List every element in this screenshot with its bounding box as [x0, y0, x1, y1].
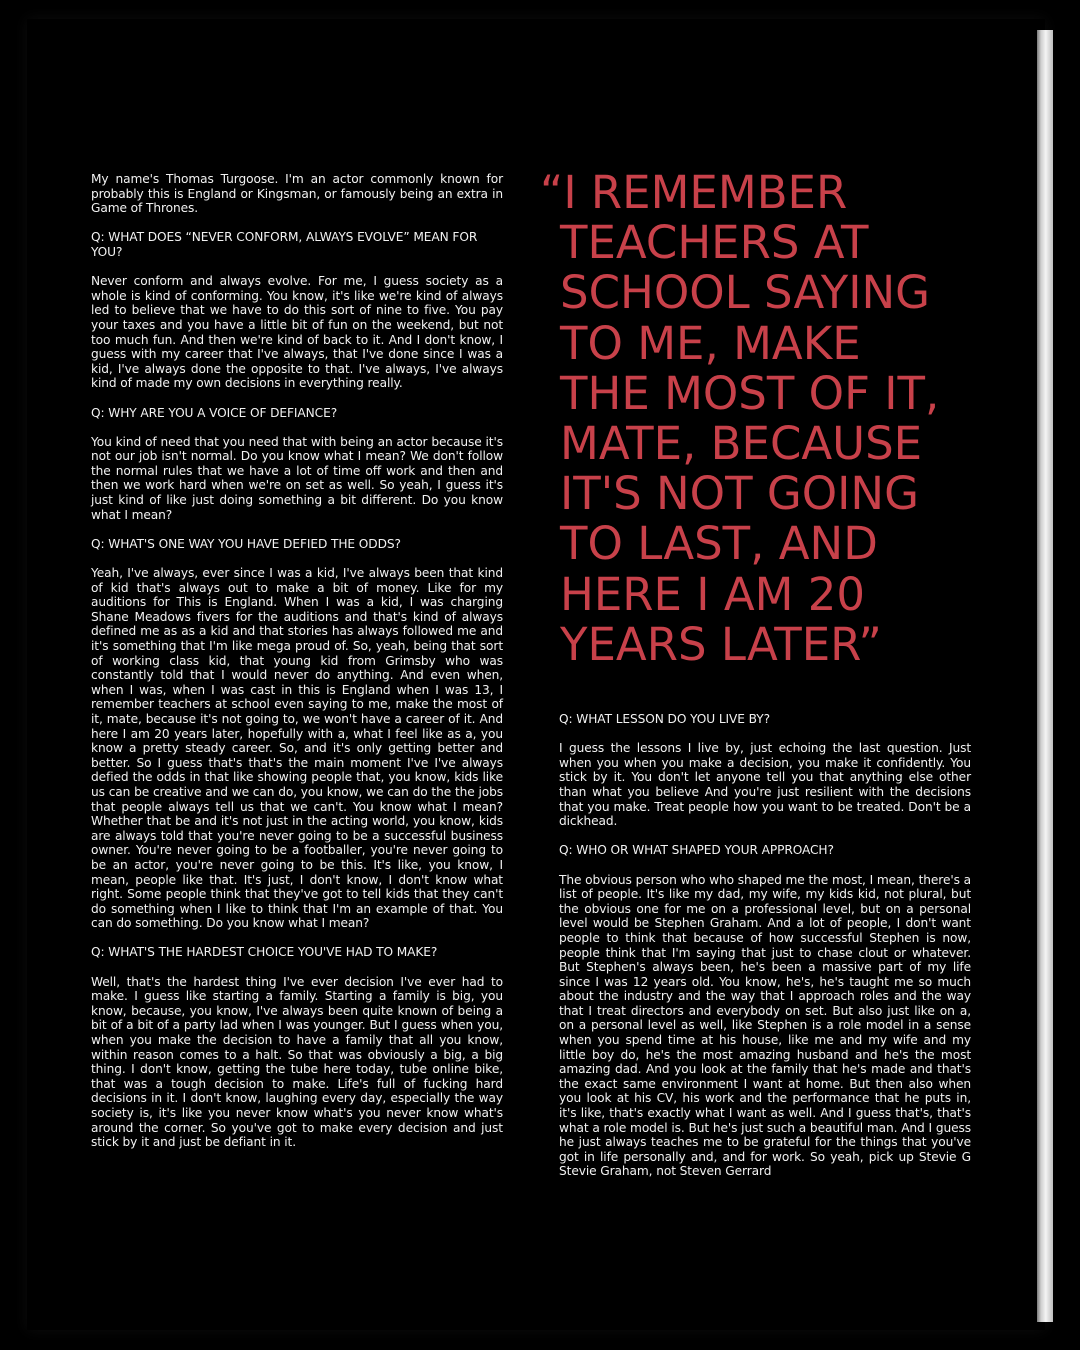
answer-hardest-choice: Well, that's the hardest thing I've ever decision I've ever had to make. I guess like starting a family. Starting a family is big, you know, because, you know, I've always been quite known of being a bit of a bit of a party lad when I was younger. But I guess when you, when you make the decision to have a family that all you know, within reason comes to a halt. So that was obviously a big, a big thing. I don't know, getting the tube here today, tube online bike, that was a tough decision to make. Life's full of fucking hard decisions in it. I don't know, laughing every day, especially the way society is, it's like you never know what's you never know what's around the corner. So you've got to make every decision and just stick by it and just be defiant in it. — [91, 974, 503, 1150]
pull-quote-close-mark: ” — [858, 617, 882, 671]
right-column — [559, 712, 971, 1194]
pull-quote-line: TEACHERS AT — [560, 216, 869, 270]
pull-quote-line: “I REMEMBER — [540, 166, 848, 219]
answer-defied-odds: Yeah, I've always, ever since I was a kid, I've always been that kind of kid that's always out to make a bit of money. Like for my auditions for This is England. When I was a kid, I was charging Shane Meadows fivers for the auditions and that's kind of always defined me as as a kid and that stories has always followed me and it's something that I'm like mega proud of. So, yeah, being that sort of working class kid, that young kid from Grimsby who was constantly told that I would never do anything. And even when, when I was, when I was cast in this is England when I was 13, I remember teachers at school even saying to me, make the most of it, mate, because it's not going to, we won't have a career of it. And here I am 20 years later, hopefully with a, what I feel like as a, you know a pretty steady career. So, and it's only getting better and better. So I guess that's that's the main moment I've I've always defied the odds in that like showing people that, you know, kids like us can be creative and we can do, you know, we can do the the jobs that people always tell us that we can't. You know what I mean? Whether that be and it's not just in the acting world, you know, kids are always told that you're never going to be a successful business owner. You're never going to be a footballer, you're never going to be an actor, you're never going to be this. It's like, you know, I mean, people like that. It's just, I don't know, I don't know what right. Some people think that they've got to tell kids that they can't do something when I like to think that I'm an example of that. You can do something. Do you know what I mean? — [91, 566, 503, 931]
pull-quote-line: SCHOOL SAYING — [560, 266, 931, 320]
answer-never-conform: Never conform and always evolve. For me, I guess society as a whole is kind of conforming. You know, it's like we're kind of always led to believe that we have to do this sort of nine to five. You pay your taxes and you have a little bit of fun on the weekend, but not too much fun. And then we're kind of back to it. And I don't know, I guess with my career that I've always, that I've done since I was a kid, I've always done the opposite to that. I've always, I've always kind of made my own decisions in everything really. — [91, 274, 503, 391]
pull-quote-line: THE MOST OF IT, — [560, 366, 940, 420]
question-voice-of-defiance: Q: WHY ARE YOU A VOICE OF DEFIANCE? — [91, 405, 338, 420]
pull-quote-line: MATE, BECAUSE — [560, 417, 923, 471]
pull-quote — [540, 168, 980, 670]
question-never-conform: Q: WHAT DOES “NEVER CONFORM, ALWAYS EVOLVE” MEAN FOR YOU? — [91, 230, 478, 259]
left-column — [91, 172, 503, 1164]
answer-intro: My name's Thomas Turgoose. I'm an actor commonly known for probably this is England or Kingsman, or famously being an extra in Game of Thrones. — [91, 172, 503, 216]
pull-quote-line: HERE I AM 20 — [560, 567, 866, 621]
pull-quote-line: YEARS LATER” — [560, 617, 882, 671]
pull-quote-line: IT'S NOT GOING — [560, 467, 919, 521]
pull-quote-open-mark: “ — [540, 166, 564, 219]
question-defied-odds: Q: WHAT'S ONE WAY YOU HAVE DEFIED THE ODDS? — [91, 536, 401, 551]
question-hardest-choice: Q: WHAT'S THE HARDEST CHOICE YOU'VE HAD TO MAKE? — [91, 945, 438, 960]
question-shaped-approach: Q: WHO OR WHAT SHAPED YOUR APPROACH? — [559, 843, 834, 858]
answer-lesson: I guess the lessons I live by, just echoing the last question. Just when you when you make a decision, you make it confidently. You stick by it. You don't let anyone tell you that anything else other than what you believe And you're just resilient with the decisions that you make. Treat people how you want to be treated. Don't be a dickhead. — [559, 741, 971, 829]
answer-voice-of-defiance: You kind of need that you need that with being an actor because it's not our job isn't normal. Do you know what I mean? We don't follow the normal rules that we have a lot of time off work and then and then we work hard when we're on set as well. So yeah, I guess it's just kind of like just doing something a bit different. Do you know what I mean? — [91, 434, 503, 522]
pull-quote-line: TO LAST, AND — [560, 517, 878, 571]
pull-quote-line: TO ME, MAKE — [560, 316, 861, 370]
question-lesson: Q: WHAT LESSON DO YOU LIVE BY? — [559, 712, 770, 726]
answer-shaped-approach: The obvious person who who shaped me the most, I mean, there's a list of people. It's like my dad, my wife, my kids kid, not plural, but the obvious one for me on a professional level, but on a personal level would be Stephen Graham. And a lot of people, I don't want people to think that because of how successful Stephen is now, people think that I'm saying that just to chase clout or whatever. But Stephen's always been, he's been a massive part of my life since I was 12 years old. You know, he's, he's taught me so much about the industry and the way that I approach roles and the way that I treat directors and everybody on set. But also just like on a, on a personal level as well, like Stephen is a role model in a sense when you spend time at his house, like me and my wife and my little boy do, he's the most amazing husband and he's the most amazing dad. And you look at the family that he's made and that's the exact same environment I want at home. But then also when you look at his CV, his work and the performance that he puts in, it's like, that's exactly what I want as well. And I guess that's, that's what a role model is. But he's just such a beautiful man. And I guess he just always teaches me to be grateful for the things that you've got in life personally and, and for work. So yeah, pick up Stevie G Stevie Graham, not Steven Gerrard — [559, 872, 971, 1179]
page-edge — [1037, 30, 1053, 1322]
